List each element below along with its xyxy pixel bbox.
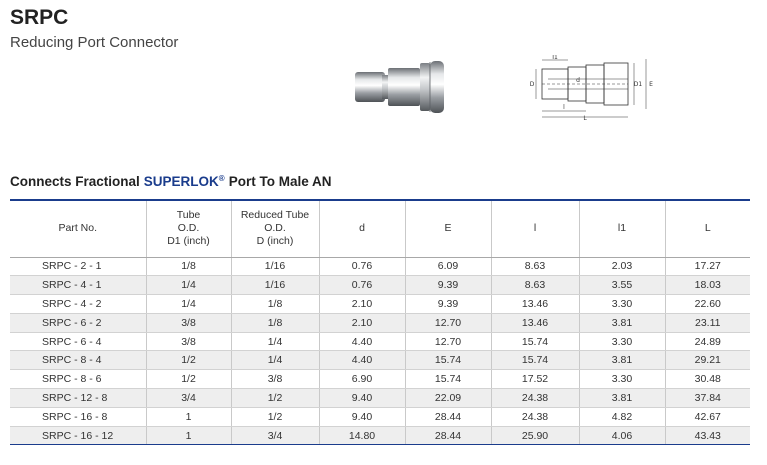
cell-d: 6.90 [319, 370, 405, 389]
table-row [10, 426, 750, 445]
cell-L: 37.84 [665, 389, 750, 408]
header-tube-od-line2: O.D. [177, 222, 200, 235]
header-reduced-tube-od [231, 200, 319, 257]
cell-tube-od: 3/8 [146, 332, 231, 351]
cell-l: 15.74 [491, 351, 579, 370]
cell-reduced-tube-od: 3/8 [231, 370, 319, 389]
table-row [10, 313, 750, 332]
cell-l: 8.63 [491, 276, 579, 295]
registered-mark: ® [218, 174, 225, 183]
cell-tube-od: 3/4 [146, 389, 231, 408]
cell-E: 28.44 [405, 426, 491, 445]
header-l: l [491, 200, 579, 257]
cell-L: 18.03 [665, 276, 750, 295]
cell-l1: 3.30 [579, 295, 665, 314]
table-row [10, 295, 750, 314]
cell-reduced-tube-od: 1/4 [231, 351, 319, 370]
cell-tube-od: 1/2 [146, 370, 231, 389]
cell-part-no: SRPC - 8 - 4 [10, 351, 146, 370]
header-tube-od-line3: D1 (inch) [167, 235, 210, 248]
header-reduced-tube-od-line2: O.D. [264, 222, 286, 235]
cell-part-no: SRPC - 4 - 1 [10, 276, 146, 295]
cell-E: 22.09 [405, 389, 491, 408]
cell-part-no: SRPC - 8 - 6 [10, 370, 146, 389]
cell-l: 17.52 [491, 370, 579, 389]
cell-l1: 3.81 [579, 313, 665, 332]
cell-l1: 2.03 [579, 257, 665, 276]
cell-d: 2.10 [319, 295, 405, 314]
cell-tube-od: 1/2 [146, 351, 231, 370]
cell-tube-od: 1/4 [146, 295, 231, 314]
cell-E: 12.70 [405, 332, 491, 351]
cell-l: 24.38 [491, 389, 579, 408]
cell-L: 24.89 [665, 332, 750, 351]
cell-l: 13.46 [491, 313, 579, 332]
cell-part-no: SRPC - 16 - 12 [10, 426, 146, 445]
cell-l: 25.90 [491, 426, 579, 445]
header-tube-od [146, 200, 231, 257]
cell-L: 42.67 [665, 407, 750, 426]
brand-name: SUPERLOK [143, 174, 219, 189]
header-reduced-tube-od-line3: D (inch) [256, 235, 294, 248]
cell-tube-od: 1/8 [146, 257, 231, 276]
cell-reduced-tube-od: 1/8 [231, 313, 319, 332]
header-row [10, 200, 750, 257]
cell-reduced-tube-od: 1/2 [231, 389, 319, 408]
spec-table [10, 199, 750, 445]
table-row [10, 389, 750, 408]
cell-L: 30.48 [665, 370, 750, 389]
cell-reduced-tube-od: 1/16 [231, 257, 319, 276]
cell-L: 29.21 [665, 351, 750, 370]
cell-L: 22.60 [665, 295, 750, 314]
cell-reduced-tube-od: 1/2 [231, 407, 319, 426]
cell-E: 15.74 [405, 351, 491, 370]
dim-L-label: L [583, 115, 587, 121]
cell-l1: 3.30 [579, 370, 665, 389]
table-row [10, 332, 750, 351]
cell-reduced-tube-od: 1/16 [231, 276, 319, 295]
cell-d: 14.80 [319, 426, 405, 445]
cell-E: 9.39 [405, 295, 491, 314]
cell-part-no: SRPC - 6 - 2 [10, 313, 146, 332]
header-part-no: Part No. [10, 200, 146, 257]
header-E: E [405, 200, 491, 257]
table-row [10, 257, 750, 276]
cell-L: 17.27 [665, 257, 750, 276]
cell-d: 0.76 [319, 276, 405, 295]
cell-tube-od: 1/4 [146, 276, 231, 295]
cell-l: 8.63 [491, 257, 579, 276]
cell-E: 6.09 [405, 257, 491, 276]
table-row [10, 370, 750, 389]
cell-tube-od: 1 [146, 407, 231, 426]
cell-d: 0.76 [319, 257, 405, 276]
cell-part-no: SRPC - 6 - 4 [10, 332, 146, 351]
header-l1: l1 [579, 200, 665, 257]
table-row [10, 407, 750, 426]
cell-l: 13.46 [491, 295, 579, 314]
table-row [10, 351, 750, 370]
table-row [10, 276, 750, 295]
cell-tube-od: 3/8 [146, 313, 231, 332]
cell-l1: 3.55 [579, 276, 665, 295]
cell-l: 24.38 [491, 407, 579, 426]
cell-E: 9.39 [405, 276, 491, 295]
cell-l1: 3.81 [579, 351, 665, 370]
technical-drawing [522, 55, 662, 121]
cell-l1: 3.81 [579, 389, 665, 408]
header-L: L [665, 200, 750, 257]
cell-d: 9.40 [319, 407, 405, 426]
cell-reduced-tube-od: 1/8 [231, 295, 319, 314]
cell-part-no: SRPC - 4 - 2 [10, 295, 146, 314]
cell-l1: 3.30 [579, 332, 665, 351]
cell-E: 12.70 [405, 313, 491, 332]
cell-d: 4.40 [319, 351, 405, 370]
cell-reduced-tube-od: 3/4 [231, 426, 319, 445]
cell-part-no: SRPC - 16 - 8 [10, 407, 146, 426]
product-photo [350, 55, 450, 119]
cell-E: 15.74 [405, 370, 491, 389]
cell-d: 4.40 [319, 332, 405, 351]
dim-E-label: E [649, 81, 653, 88]
cell-l: 15.74 [491, 332, 579, 351]
section-heading-lead: Connects Fractional [10, 174, 140, 189]
dim-I1-label: I1 [552, 55, 558, 61]
section-heading-rest: Port To Male AN [228, 174, 332, 189]
section-heading [10, 174, 331, 189]
cell-d: 9.40 [319, 389, 405, 408]
cell-L: 43.43 [665, 426, 750, 445]
cell-l1: 4.82 [579, 407, 665, 426]
header-reduced-tube-od-line1: Reduced Tube [240, 209, 310, 222]
cell-l1: 4.06 [579, 426, 665, 445]
header-tube-od-line1: Tube [176, 209, 201, 222]
cell-E: 28.44 [405, 407, 491, 426]
product-name: Reducing Port Connector [10, 34, 179, 51]
cell-L: 23.11 [665, 313, 750, 332]
dim-l-label: l [563, 104, 565, 111]
dim-D1-label: D1 [633, 81, 643, 88]
product-code: SRPC [10, 6, 69, 29]
cell-tube-od: 1 [146, 426, 231, 445]
dim-D-label: D [529, 81, 535, 88]
cell-part-no: SRPC - 2 - 1 [10, 257, 146, 276]
cell-d: 2.10 [319, 313, 405, 332]
dim-d-label: d [576, 77, 580, 84]
header-d: d [319, 200, 405, 257]
cell-part-no: SRPC - 12 - 8 [10, 389, 146, 408]
cell-reduced-tube-od: 1/4 [231, 332, 319, 351]
